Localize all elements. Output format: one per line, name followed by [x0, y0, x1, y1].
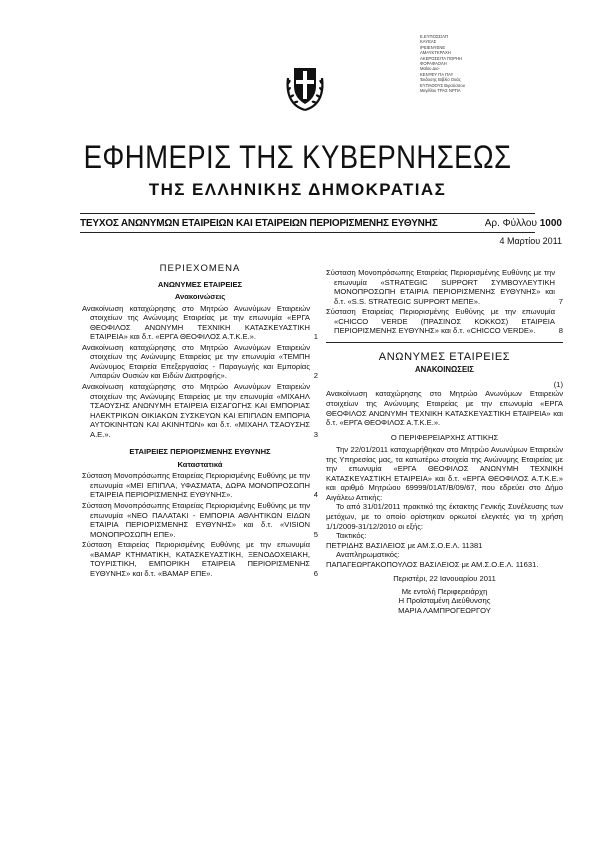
signature-line: Η Προϊσταμένη Διεύθυνσης	[398, 596, 491, 606]
section-subheading: ΑΝΑΚΟΙΝΩΣΕΙΣ	[414, 365, 474, 375]
entry-page: 5	[313, 529, 318, 539]
issue-date: 4 Μαρτίου 2011	[499, 236, 562, 246]
contents-entry[interactable]	[82, 501, 318, 539]
section-title: ΑΝΩΝΥΜΕΣ ΕΤΑΙΡΕΙΕΣ	[157, 279, 243, 289]
entry-text: Σύσταση Εταιρείας Περιορισμένης Ευθύνης με την επωνυμία «ΒΑΜΑΡ ΚΤΗΜΑΤΙΚΗ, ΚΑΤΑΣΚΕΥΑΣΤΙΚΗ, ΞΕΝΟΔΟΧΕΙΑΚΗ, ΤΟΥΡΙΣΤΙΚΗ, ΕΜΠΟΡΙΚΗ ΕΤΑΙΡΕΙΑ ΠΕΡΙΟΡΙΣΜΕΝΗΣ ΕΥΘΥΝΗΣ» και δ.τ. «ΒΑΜΑΡ ΕΠΕ».	[82, 540, 310, 578]
archive-stamp	[420, 34, 490, 93]
regular-auditor-label: Τακτικός:	[336, 531, 367, 541]
entry-page: 6	[313, 568, 318, 578]
stamp-line: ΑΜΑΥΚΤΚΡΛΧΗ	[420, 50, 451, 56]
signatory-name: ΜΑΡΙΑ ΛΑΜΠΡΟΓΕΩΡΓΟΥ	[398, 605, 491, 615]
stamp-line: ΕΥΠΑΘΟΥΣ Βιρσύσσου	[420, 82, 466, 88]
contents-entry[interactable]	[82, 471, 318, 500]
notice-paragraph: Το από 31/01/2011 πρακτικό της έκτακτης Γενικής Συνέλευσης των μετόχων, με το οποίο ορίστηκαν ορκωτοί ελεγκτές για τη χρήση 1/1/2009-31/12/2010 οι εξής:	[326, 502, 563, 531]
section-subtitle: Ανακοινώσεις	[174, 292, 226, 302]
contents-entry[interactable]	[326, 268, 563, 306]
stamp-line: ΙΡΕΙΕΝΥΕΝΕ	[420, 44, 446, 50]
contents-entry[interactable]	[326, 307, 563, 336]
divider	[326, 342, 563, 343]
notice-paragraph: Την 22/01/2011 καταχωρήθηκαν στο Μητρώο Ανωνύμων Εταιρειών της Υπηρεσίας μας, τα κατωτέρω στοιχεία της Ανώνυμης Εταιρείας με την επωνυμία «ΕΡΓΑ ΘΕΟΦΙΛΟΣ ΑΝΩΝΥΜΗ ΤΕΧΝΙΚΗ ΚΑΤΑΣΚΕΥΑΣΤΙΚΗ ΕΤΑΙΡΕΙΑ» και δ.τ. «ΕΡΓΑ ΘΕΟΦΙΛΟΣ Α.Τ.Κ.Ε.» και αριθμό Μητρώου 69999/01ΑΤ/Β/09/67, που εδρεύει στο Δήμο Αιγάλεω Αττικής:	[326, 445, 563, 502]
notice-number: (1)	[553, 379, 563, 389]
entry-page: 8	[558, 326, 563, 336]
contents-column	[82, 262, 318, 579]
alternate-auditor: ΠΑΠΑΓΕΩΡΓΑΚΟΠΟΥΛΟΣ ΒΑΣΙΛΕΙΟΣ με ΑΜ.Σ.Ο.Ε.Λ. 11631.	[326, 559, 539, 569]
stamp-line: ΚΕΝΥΦΥ ΠΑ ΠΑΥ	[420, 71, 454, 77]
entry-text: Σύσταση Μονοπρόσωπης Εταιρείας Περιορισμένης Ευθύνης με την επωνυμία «ΜΕΙ ΕΠΙΠΛΑ, ΥΦΑΣΜΑΤΑ, ΔΩΡΑ ΜΟΝΟΠΡΟΣΩΠΗ ΕΤΑΙΡΕΙΑ ΠΕΡΙΟΡΙΣΜΕΝΗΣ ΕΥΘΥΝΗΣ».	[82, 471, 310, 500]
regular-auditor: ΠΕΤΡΙΔΗΣ ΒΑΣΙΛΕΙΟΣ με ΑΜ.Σ.Ο.Ε.Λ. 11381	[326, 540, 483, 550]
contents-heading: ΠΕΡΙΕΧΟΜΕΝΑ	[159, 263, 241, 274]
stamp-line: ΑΚΕΡΟΣΕΙΤΑ ΠΟΡΗΗ	[420, 55, 463, 61]
contents-entry[interactable]	[82, 304, 318, 342]
entry-page: 7	[558, 296, 563, 306]
entry-text: Σύσταση Μονοπρόσωπης Εταιρείας Περιορισμένης Ευθύνης με την επωνυμία «ΝΕΟ ΠΑΛΑΤΑΚΙ - ΕΜΠΟΡΙΑ ΑΘΛΗΤΙΚΩΝ ΕΙΔΩΝ ΕΤΑΙΡΙΑ ΠΕΡΙΟΡΙΣΜΕΝΗΣ ΕΥΘΥΝΗΣ» και δ.τ. «VISION ΜΟΝΟΠΡΟΣΩΠΗ ΕΠΕ».	[82, 501, 310, 539]
greek-coat-of-arms-icon	[283, 60, 327, 114]
stamp-line: Μαΐου Διο-	[420, 66, 440, 72]
entry-text: Ανακοίνωση καταχώρησης στο Μητρώο Ανωνύμων Εταιρειών στοιχείων της Ανώνυμης Εταιρείας με την επωνυμία «ΤΕΜΠΗ Ανώνυμος Εταιρεία Επεξεργασίας - Παραγωγής και Εμπορίας Λιπαρών Ουσιών και Ειδών Διατροφής».	[82, 342, 310, 381]
place-date: Περιστέρι, 22 Ιανουαρίου 2011	[393, 574, 496, 584]
issue-type: ΤΕΥΧΟΣ ΑΝΩΝΥΜΩΝ ΕΤΑΙΡΕΙΩΝ ΚΑΙ ΕΤΑΙΡΕΙΩΝ ΠΕΡΙΟΡΙΣΜΕΝΗΣ ΕΥΘΥΝΗΣ	[80, 218, 438, 229]
section-heading: ΑΝΩΝΥΜΕΣ ΕΤΑΙΡΕΙΕΣ	[378, 350, 511, 363]
contents-entry[interactable]	[82, 540, 318, 578]
entry-text: Σύσταση Εταιρείας Περιορισμένης Ευθύνης με την επωνυμία «CHICCO VERDE (ΠΡΑΣΙΝΟΣ ΚΟΚΚΟΣ) ΕΤΑΙΡΕΙΑ ΠΕΡΙΟΡΙΣΜΕΝΗΣ ΕΥΘΥΝΗΣ» και δ.τ. «CHICCO VERDE».	[326, 307, 555, 336]
gazette-title: ΕΦΗΜΕΡΙΣ ΤΗΣ ΚΥΒΕΡΝΗΣΕΩΣ	[83, 139, 512, 175]
entry-page: 3	[313, 429, 318, 439]
stamp-line: Έκδοσης Βιβλίο Ουάς	[420, 77, 461, 83]
entry-text: Ανακοίνωση καταχώρησης στο Μητρώο Ανωνύμων Εταιρειών στοιχείων της Ανώνυμης Εταιρείας με την επωνυμία «ΕΡΓΑ ΘΕΟΦΙΛΟΣ ΑΝΩΝΥΜΗ ΤΕΧΝΙΚΗ ΚΑΤΑΣΚΕΥΑΣΤΙΚΗ ΕΤΑΙΡΕΙΑ» και δ.τ. «ΕΡΓΑ ΘΕΟΦΙΛΟΣ Α.Τ.Κ.Ε.».	[82, 303, 310, 342]
alternate-auditor-label: Αναπληρωματικός:	[336, 550, 400, 560]
sheet-value: 1000	[539, 218, 562, 229]
sheet-number	[485, 218, 562, 229]
stamp-line: ΦΟΡΑΦΑΟΛΗ	[420, 61, 447, 67]
entry-page: 2	[313, 371, 318, 381]
stamp-line: Μεγέθου ΤΡΑΣ ΝΡΠΑ	[420, 88, 461, 94]
issuing-authority: Ο ΠΕΡΙΦΕΡΕΙΑΡΧΗΣ ΑΤΤΙΚΗΣ	[390, 432, 499, 442]
gazette-subtitle: ΤΗΣ ΕΛΛΗΝΙΚΗΣ ΔΗΜΟΚΡΑΤΙΑΣ	[148, 180, 447, 199]
contents-entry[interactable]	[82, 343, 318, 381]
body-column	[326, 268, 563, 616]
entry-page: 1	[313, 332, 318, 342]
sheet-label: Αρ. Φύλλου	[484, 218, 537, 229]
section-subtitle: Καταστατικά	[177, 459, 223, 469]
entry-text: Ανακοίνωση καταχώρησης στο Μητρώο Ανωνύμων Εταιρειών στοιχείων της Ανώνυμης Εταιρείας με την επωνυμία «ΜΙΧΑΗΛ ΤΣΑΟΥΣΗΣ ΑΝΩΝΥΜΗ ΕΤΑΙΡΕΙΑ ΕΙΣΑΓΩΓΗΣ ΚΑΙ ΕΜΠΟΡΙΑΣ ΗΛΕΚΤΡΙΚΩΝ ΟΙΚΙΑΚΩΝ ΣΥΣΚΕΥΩΝ ΚΑΙ ΕΠΙΠΛΩΝ ΕΜΠΟΡΙΑ ΑΥΤΟΚΙΝΗΤΩΝ ΚΑΙ ΑΚΙΝΗΤΩΝ» και δ.τ. «ΜΙΧΑΗΛ ΤΣΑΟΥΣΗΣ Α.Ε.».	[82, 382, 310, 439]
stamp-line: ΚΑΥΕΑΣ	[420, 39, 437, 45]
divider	[80, 232, 535, 233]
contents-entry[interactable]	[82, 382, 318, 439]
entry-text: Σύσταση Μονοπρόσωπης Εταιρείας Περιορισμένης Ευθύνης με την επωνυμία «STRATEGIC SUPPORT ΣΥΜΒΟΥΛΕΥΤΙΚΗ ΜΟΝΟΠΡΟΣΩΠΗ ΕΤΑΙΡΙΑ ΠΕΡΙΟΡΙΣΜΕΝΗΣ ΕΥΘΥΝΗΣ» και δ.τ. «S.S. STRATEGIC SUPPORT ΜΕΠΕ».	[326, 268, 555, 306]
signature-line: Με εντολή Περιφερειάρχη	[401, 586, 488, 596]
divider	[80, 213, 535, 214]
entry-page: 4	[313, 490, 318, 500]
notice-title: Ανακοίνωση καταχώρησης στο Μητρώο Ανωνύμων Εταιρειών στοιχείων της Ανώνυμης Εταιρείας με την επωνυμία «ΕΡΓΑ ΘΕΟΦΙΛΟΣ ΑΝΩΝΥΜΗ ΤΕΧΝΙΚΗ ΚΑΤΑΣΚΕΥΑΣΤΙΚΗ ΕΤΑΙΡΕΙΑ» και δ.τ. «ΕΡΓΑ ΘΕΟΦΙΛΟΣ Α.Τ.Κ.Ε.».	[326, 389, 563, 428]
stamp-line: Ε.ΕΥΠΟΣΣΙΛΠ	[420, 34, 448, 39]
section-title: ΕΤΑΙΡΕΙΕΣ ΠΕΡΙΟΡΙΣΜΕΝΗΣ ΕΥΘΥΝΗΣ	[129, 447, 271, 457]
